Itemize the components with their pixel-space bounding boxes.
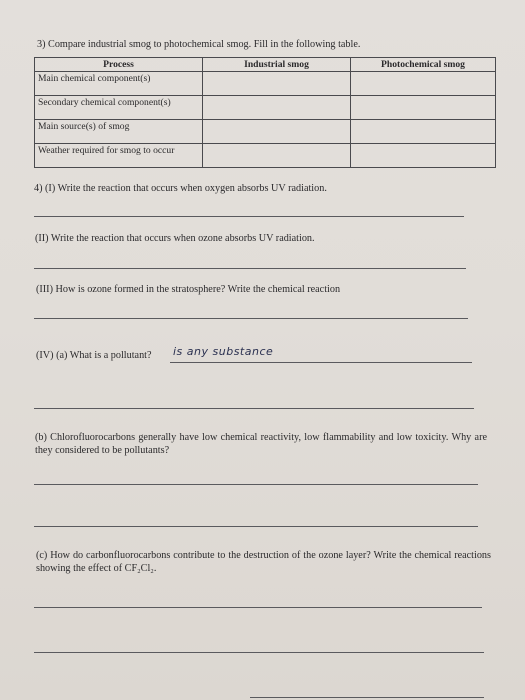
question-4-iii: (III) How is ozone formed in the stratosphere? Write the chemical reaction [36, 284, 341, 295]
cell-industrial-weather[interactable] [203, 144, 351, 168]
answer-line-4-c-2[interactable] [34, 652, 484, 653]
cell-photochemical-weather[interactable] [351, 144, 496, 168]
answer-line-4-c-3[interactable] [250, 697, 484, 698]
answer-line-4-iv-a[interactable] [170, 362, 472, 363]
handwritten-answer: is any substance [173, 345, 274, 358]
question-4-i: 4) (I) Write the reaction that occurs when oxygen absorbs UV radiation. [34, 183, 327, 194]
answer-line-4-i[interactable] [34, 216, 464, 217]
cell-industrial-main[interactable] [203, 72, 351, 96]
row-label-weather: Weather required for smog to occur [35, 144, 203, 168]
table-row [35, 120, 496, 144]
table-header-row [35, 58, 496, 72]
header-process: Process [35, 58, 203, 72]
question-4-iv-a: (IV) (a) What is a pollutant? [36, 350, 152, 361]
table-row [35, 72, 496, 96]
question-4-ii: (II) Write the reaction that occurs when ozone absorbs UV radiation. [35, 233, 315, 244]
cell-industrial-secondary[interactable] [203, 96, 351, 120]
smog-comparison-table [34, 57, 496, 168]
question-4-b: (b) Chlorofluorocarbons generally have low chemical reactivity, low flammability and low toxicity. Why are they considered to be pollutants? [35, 432, 487, 456]
answer-line-4-b-1[interactable] [34, 484, 478, 485]
table-row [35, 144, 496, 168]
cell-industrial-source[interactable] [203, 120, 351, 144]
answer-line-4-iv-a-2[interactable] [34, 408, 474, 409]
answer-line-4-b-2[interactable] [34, 526, 478, 527]
cell-photochemical-secondary[interactable] [351, 96, 496, 120]
answer-line-4-ii[interactable] [34, 268, 466, 269]
cell-photochemical-main[interactable] [351, 72, 496, 96]
question-3-title: 3) Compare industrial smog to photochemical smog. Fill in the following table. [37, 39, 361, 50]
row-label-secondary-component: Secondary chemical component(s) [35, 96, 203, 120]
table-row [35, 96, 496, 120]
answer-line-4-iii[interactable] [34, 318, 468, 319]
answer-line-4-c-1[interactable] [34, 607, 482, 608]
row-label-main-component: Main chemical component(s) [35, 72, 203, 96]
row-label-main-source: Main source(s) of smog [35, 120, 203, 144]
question-4-c: (c) How do carbonfluorocarbons contribute to the destruction of the ozone layer? Write the chemical reactions showing the effect of CF₂Cl₂. [36, 550, 491, 574]
header-photochemical-smog: Photochemical smog [351, 58, 496, 72]
header-industrial-smog: Industrial smog [203, 58, 351, 72]
cell-photochemical-source[interactable] [351, 120, 496, 144]
